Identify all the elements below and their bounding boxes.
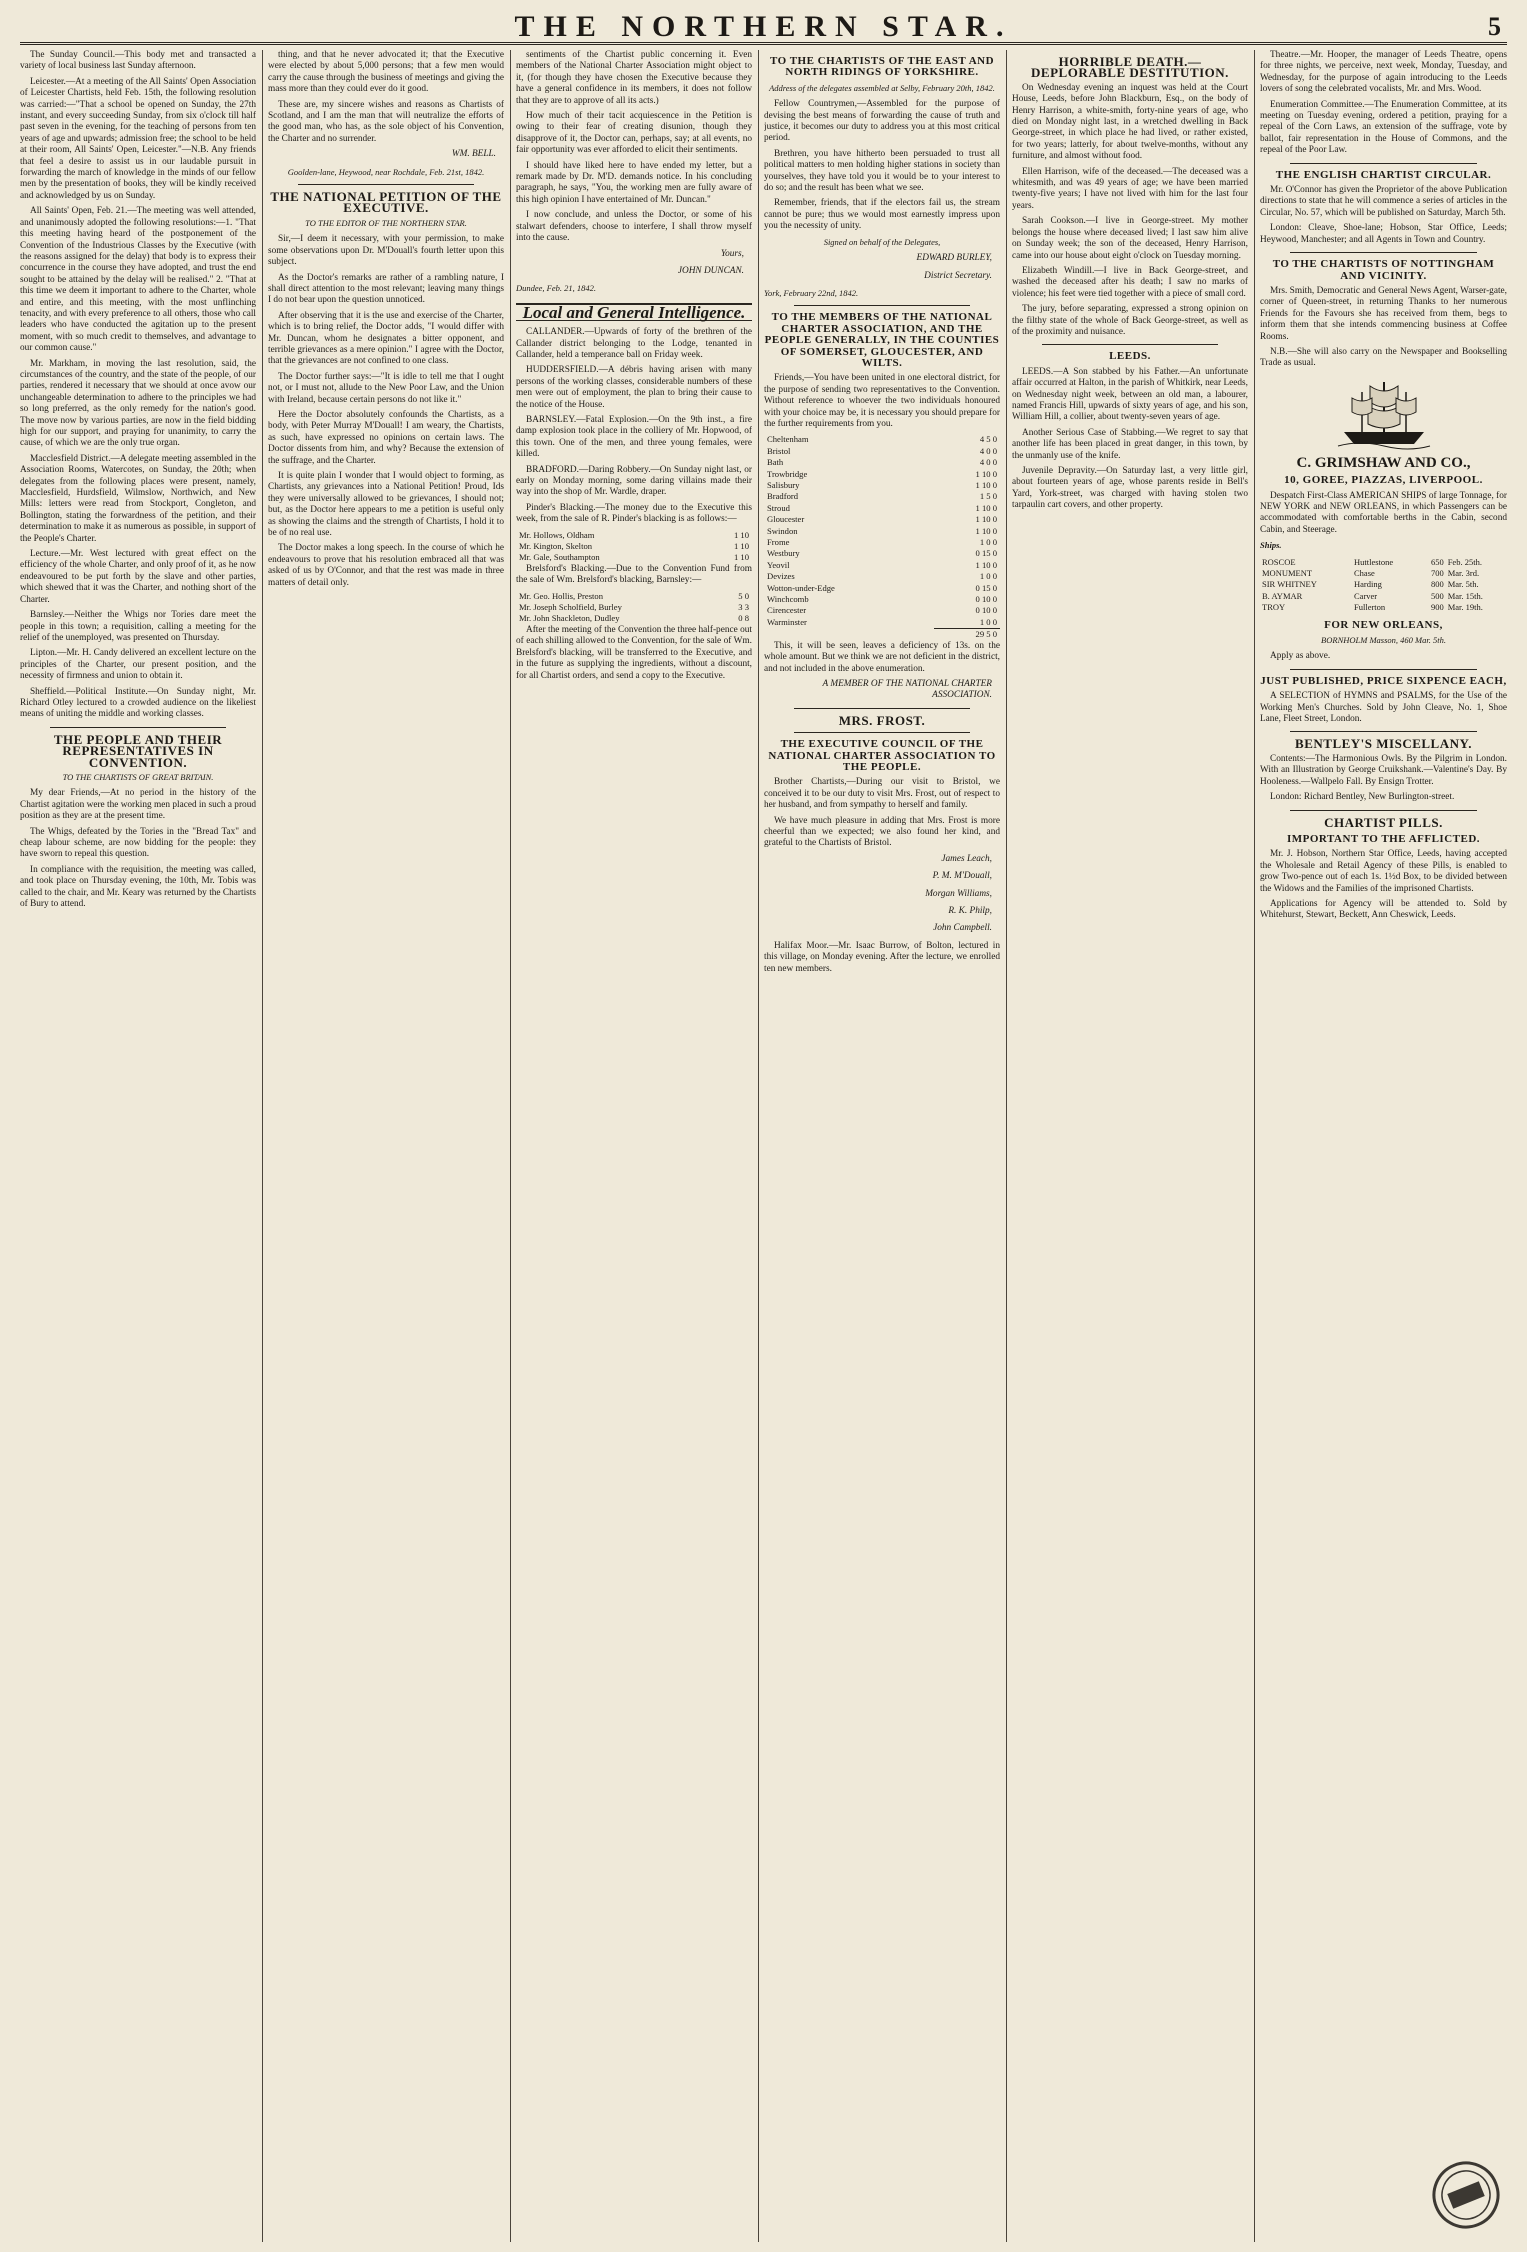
table-cell: Bradford xyxy=(767,491,799,502)
advert-subheading: IMPORTANT TO THE AFFLICTED. xyxy=(1286,832,1481,845)
table-row xyxy=(764,526,1000,537)
section-divider xyxy=(1290,252,1477,253)
section-divider xyxy=(1290,810,1477,811)
table-cell: 1 10 xyxy=(733,552,749,563)
article-paragraph: LEEDS.—A Son stabbed by his Father.—An unfortunate affair occurred at Halton, in the parish of Whitkirk, near Leeds, on Wednesday night week, between an old man, a labourer, named Francis Hill, upwards of sixty years of age, and his son, William Hill, a collier, about twenty-seven years of age. xyxy=(1012,366,1248,423)
subscription-table xyxy=(516,591,752,625)
signature-closing: Yours, xyxy=(720,248,744,259)
table-row xyxy=(764,434,1000,445)
article-paragraph: It is quite plain I wonder that I would object to forming, as Chartists, any grievances into a National Petition! Proud, Ids they were universally allowed to be grievances, I should not; but, as the Doctor here appears to me a petition is useful only as showing the claims and the strength of Chartists, I hold it to be of no real use. xyxy=(268,471,504,539)
table-cell: Mr. Gale, Southampton xyxy=(519,552,600,563)
article-paragraph: Here the Doctor absolutely confounds the Chartists, as a body, with Peter Murray M'Douall! I am weary, the Chartists, as such, have expressed no opinions on certain laws. The Doctor dissents from him, and why? Because the extension of the suffrage, and the Charter. xyxy=(268,409,504,466)
table-cell: TROY xyxy=(1262,602,1286,613)
table-row xyxy=(764,469,1000,480)
table-cell: 900 xyxy=(1430,602,1444,613)
signature: WM. BELL. xyxy=(451,149,496,160)
article-paragraph: Remember, friends, that if the electors fail us, the stream cannot be pure; thus we would most earnestly impress upon you the necessity of unity. xyxy=(764,198,1000,232)
column-rule xyxy=(510,50,511,2242)
article-paragraph: I now conclude, and unless the Doctor, or some of his stalwart defenders, choose to interfere, I shall throw myself into the cause. xyxy=(516,210,752,244)
table-row xyxy=(516,602,752,613)
article-paragraph: Lipton.—Mr. H. Candy delivered an excellent lecture on the principles of the Charter, our present position, and the necessity of firmness and union to obtain it. xyxy=(20,648,256,682)
section-divider xyxy=(298,184,474,185)
table-cell: 1 10 0 xyxy=(975,502,997,513)
article-paragraph: HUDDERSFIELD.—A débris having arisen with many persons of the working classes, considerable numbers of these men were out of employment, the plan to bring their cause to the notice of the House. xyxy=(516,365,752,410)
columns xyxy=(20,50,1507,2242)
article-paragraph: The Sunday Council.—This body met and transacted a variety of local business last Sunday afternoon. xyxy=(20,50,256,72)
table-row xyxy=(764,617,1000,628)
article-paragraph: Another Serious Case of Stabbing.—We regret to say that another life has been placed in great danger, in this town, by the unmanly use of the knife. xyxy=(1012,427,1248,461)
table-cell: SIR WHITNEY xyxy=(1262,579,1317,590)
table-row xyxy=(764,548,1000,559)
article-paragraph: Pinder's Blacking.—The money due to the Executive this week, from the sale of R. Pinder's blacking is as follows:— xyxy=(516,502,752,525)
table-cell: 650 xyxy=(1430,556,1444,567)
article-paragraph: As the Doctor's remarks are rather of a rambling nature, I shall direct attention to the most relevant; leaving many things I do not bear upon the question unnoticed. xyxy=(268,272,504,306)
article-heading: HORRIBLE DEATH.—DEPLORABLE DESTITUTION. xyxy=(1031,54,1229,81)
table-row xyxy=(764,571,1000,582)
article-paragraph: Enumeration Committee.—The Enumeration Committee, at its meeting on Tuesday evening, ordered a petition, praying for a repeal of the Corn Laws, an extension of the suffrage, vote by ballot, fair representation in the House of Commons, and the repeal of the Poor Law. xyxy=(1260,99,1507,156)
article-paragraph: CALLANDER.—Upwards of forty of the brethren of the Callander district belonging to the Lodge, tenanted in Callander, held a temperance ball on Friday week. xyxy=(516,327,752,360)
article-paragraph: In compliance with the requisition, the meeting was called, and took place on Thursday evening, the 10th, Mr. Tobis was called to the chair, and Mr. Keary was returned by the Chartists of Bury to attend. xyxy=(20,864,256,910)
table-row xyxy=(764,560,1000,571)
table-cell: Mar. 3rd. xyxy=(1447,568,1480,578)
signature-name: James Leach, xyxy=(941,853,992,864)
masthead-title: THE NORTHERN STAR. xyxy=(514,10,1013,43)
table-cell: B. AYMAR xyxy=(1262,590,1303,601)
table-row xyxy=(764,480,1000,491)
table-cell: 3 3 xyxy=(738,602,749,613)
table-cell: 29 5 0 xyxy=(934,629,1000,641)
table-cell: 0 8 xyxy=(738,613,749,624)
column-5 xyxy=(1012,50,1248,2242)
table-cell: Frome xyxy=(767,537,790,548)
article-paragraph: On Wednesday evening an inquest was held at the Court House, Leeds, before John Blackburn, Esq., on the body of Henry Harrison, a white-smith, forty-nine years of age, who died on Monday night last, in a wretched dwelling in Back George-street, in which place he had lived, or rather existed, for two years; latterly, for about twelve-months, without any furniture, and almost without food. xyxy=(1012,82,1248,162)
table-row xyxy=(516,591,752,602)
signature: A MEMBER OF THE NATIONAL CHARTER ASSOCIATION. xyxy=(822,678,992,701)
table-cell: Mr. John Shackleton, Dudley xyxy=(519,613,620,624)
article-paragraph: Brethren, you have hitherto been persuaded to trust all political matters to men holding higher stations in society than yourselves, they have told you it would be to your interest to do so; and the result has been what we see. xyxy=(764,148,1000,194)
article-paragraph: Sarah Cookson.—I live in George-street. My mother belongs the house where deceased lived; I last saw him alive on Sunday week; the son of the deceased, Henry Harrison, came into our house about eight o'clock on Tuesday morning. xyxy=(1012,216,1248,261)
section-divider xyxy=(1042,344,1218,345)
advert-paragraph: Mr. O'Connor has given the Proprietor of the above Publication directions to state that he will commence a series of articles in the Circular, No. 57, which will be published on Saturday, March 5th. xyxy=(1260,185,1507,218)
article-paragraph: sentiments of the Chartist public concerning it. Even members of the National Charter Association might object to it, (for though they have chosen the Executive because they have a general confidence in its members, it does not follow that they are to approve of all its acts.) xyxy=(516,50,752,106)
article-paragraph: After the meeting of the Convention the three half-pence out of each shilling allowed to the Convention, for the sale of Wm. Brelsford's blacking, will be transferred to the Executive, and in the future as supplying the ingredients, without a discount, for all Chartist orders, and send a copy to the Executive. xyxy=(516,624,752,681)
advert-paragraph: London: Richard Bentley, New Burlington-street. xyxy=(1270,792,1455,803)
subscription-total xyxy=(764,628,1000,640)
table-row xyxy=(1260,568,1507,579)
table-cell: 1 10 0 xyxy=(975,514,997,525)
article-paragraph: These are, my sincere wishes and reasons as Chartists of Scotland, and I am the man that will neutralize the efforts of the good man, who has, as the sole object of his Convention, the Charter and no surrender. xyxy=(268,99,504,144)
table-cell: Fullerton xyxy=(1354,602,1386,613)
article-heading: MRS. FROST. xyxy=(838,712,926,728)
table-row xyxy=(764,629,1000,641)
table-row xyxy=(516,541,752,552)
article-paragraph: After observing that it is the use and exercise of the Charter, which is to bring relief, the Doctor adds, "I would differ with Mr. Duncan, whom he designates a bitter opponent, and terrible grievances as a mere opinion." I agree with the Doctor, that the grievances are not confined to one class. xyxy=(268,310,504,367)
signature-name: P. M. M'Douall, xyxy=(932,871,992,882)
ship-entry: BORNHOLM Masson, 460 Mar. 5th. xyxy=(1321,635,1446,646)
advert-heading: TO THE CHARTISTS OF NOTTINGHAM AND VICINITY. xyxy=(1272,258,1495,282)
section-divider xyxy=(794,708,970,709)
article-heading: THE EXECUTIVE COUNCIL OF THE NATIONAL CHARTER ASSOCIATION TO THE PEOPLE. xyxy=(768,738,996,773)
table-cell: 1 10 0 xyxy=(975,525,997,536)
table-cell: Wotton-under-Edge xyxy=(767,582,835,593)
signature-place: Goolden-lane, Heywood, near Rochdale, Feb. 21st, 1842. xyxy=(287,166,485,177)
column-3 xyxy=(516,50,752,2242)
advert-heading: THE ENGLISH CHARTIST CIRCULAR. xyxy=(1275,168,1492,181)
article-heading: THE PEOPLE AND THEIR REPRESENTATIVES IN CONVENTION. xyxy=(53,731,223,770)
article-paragraph: Leicester.—At a meeting of the All Saints' Open Association of Leicester Chartists, held Feb. 15th, the following resolution was carried:—"That a school be opened on Sunday, the 27th instant, and every succeeding Sunday, from six o'clock till half past seven in the evening, for the teaching of persons from ten years of age and upwards; admission free; the school to be held at their room, All Saints' Open, Leicester."—N.B. Any friends that feel a desire to assist us in our laudable pursuit in forwarding the march of knowledge in the minds of our fellow men by the presentation of books, they will be kindly received and acknowledged by us on Sunday. xyxy=(20,76,256,201)
signature-role: District Secretary. xyxy=(924,270,992,281)
article-subheading: Address of the delegates assembled at Selby, February 20th, 1842. xyxy=(769,82,995,93)
column-rule xyxy=(1006,50,1007,2242)
advert-paragraph: London: Cleave, Shoe-lane; Hobson, Star Office, Leeds; Heywood, Manchester; and all Agents in Town and Country. xyxy=(1260,223,1507,245)
article-paragraph: All Saints' Open, Feb. 21.—The meeting was well attended, and unanimously adopted the following resolutions:—1. "That this meeting having heard of the postponement of the Convention of the Industrious Classes by the Executive (with the reasons assigned for the delay) that body is to express their concurrence in the course they have adopted, and trust the end sought to be attained by the delay will be realised." 2. "That at this time we deem it important to adhere to the Charter, whole and entire, and this meeting, with the most unflinching tenacity, and with every preference to all others, those who call leaders who have conducted the agitation up to the present moment, with so much credit to themselves, and advantage to our common cause." xyxy=(20,206,256,354)
table-row xyxy=(764,583,1000,594)
table-cell: Swindon xyxy=(767,525,798,536)
table-cell: 5 0 xyxy=(738,590,749,601)
table-cell: Mr. Hollows, Oldham xyxy=(519,529,595,540)
advert-paragraph: N.B.—She will also carry on the Newspaper and Bookselling Trade as usual. xyxy=(1260,346,1507,369)
article-paragraph: thing, and that he never advocated it; that the Executive were elected by about 5,000 persons; that a few men would carry the cause through the business of meetings and giving the mass more than they could ever do it good. xyxy=(268,50,504,95)
advert-heading: FOR NEW ORLEANS, xyxy=(1324,618,1443,631)
article-subheading: TO THE CHARTISTS OF GREAT BRITAIN. xyxy=(62,771,214,782)
table-cell: Mr. Geo. Hollis, Preston xyxy=(519,590,604,601)
signature-place: Dundee, Feb. 21, 1842. xyxy=(516,283,597,294)
table-cell: Bath xyxy=(767,457,784,468)
table-cell: Bristol xyxy=(767,445,791,456)
table-cell: Harding xyxy=(1354,579,1382,590)
table-cell: Trowbridge xyxy=(767,468,808,479)
advert-address: 10, GOREE, PIAZZAS, LIVERPOOL. xyxy=(1284,474,1483,487)
article-paragraph: Brother Chartists,—During our visit to Bristol, we conceived it to be our duty to visit Mrs. Frost, out of respect to her husband, and from sympathy to herself and family. xyxy=(764,777,1000,811)
table-cell: Carver xyxy=(1354,590,1378,601)
advert-paragraph: A SELECTION of HYMNS and PSALMS, for the Use of the Working Men's Churches. Sold by John Cleave, No. 1, Shoe Lane, Fleet Street, London. xyxy=(1260,691,1507,725)
table-cell: 1 0 0 xyxy=(979,537,997,548)
signature: EDWARD BURLEY, xyxy=(916,253,992,264)
table-cell: 1 10 xyxy=(733,529,749,540)
table-cell: Feb. 25th. xyxy=(1447,556,1482,567)
table-cell: 1 10 0 xyxy=(975,480,997,490)
table-row xyxy=(764,605,1000,616)
ships-header: Ships. xyxy=(1260,540,1282,551)
table-cell: Westbury xyxy=(767,548,800,559)
table-cell: 500 xyxy=(1430,590,1444,601)
table-row xyxy=(516,613,752,624)
article-paragraph: Macclesfield District.—A delegate meeting assembled in the Association Rooms, Watercotes, on Sunday, the 20th; when delegates from the following places were present, namely, Macclesfield, Hurdsfield, Wilmslow, Northwich, and New Mills: letters were read from Stockport, Congleton, and Bollington, stating the forwardness of the petition, and their determination to make it as numerous as possible, in support of the People's Charter. xyxy=(20,453,256,544)
table-cell: Huttlestone xyxy=(1354,556,1394,567)
signature-name: John Campbell. xyxy=(933,923,992,934)
signature: JOHN DUNCAN. xyxy=(677,265,744,276)
article-paragraph: The Doctor further says:—"It is idle to tell me that I ought not, or I must not, allude to the New Poor Law, and the Union with Ireland, because certain persons do not like it." xyxy=(268,371,504,405)
table-row xyxy=(764,503,1000,514)
article-paragraph: Halifax Moor.—Mr. Isaac Burrow, of Bolton, lectured in this village, on Monday evening. After the lecture, we enrolled ten new members. xyxy=(764,940,1000,974)
table-cell: Chase xyxy=(1354,568,1375,578)
table-row xyxy=(1260,591,1507,602)
article-paragraph: Theatre.—Mr. Hooper, the manager of Leeds Theatre, opens for three nights, we perceive, next week, Monday, Tuesday, and Wednesday, for the purpose of again introducing to the Leeds lovers of song the celebrated vocalists, Mr. and Mrs. Wood. xyxy=(1260,50,1507,95)
article-paragraph: Friends,—You have been united in one electoral district, for the purpose of sending two representatives to the Convention. Without reference to whoever the two individuals honoured with your choice may be, it is necessary you should prepare for the further requirements from you. xyxy=(764,373,1000,429)
page-number: 5 xyxy=(1488,12,1501,41)
table-cell: 1 0 0 xyxy=(979,616,997,627)
article-paragraph: Juvenile Depravity.—On Saturday last, a very little girl, about fourteen years of age, whose parents reside in Bell's Yard, York-street, was charged with having stolen two tarpaulin cart covers, and other property. xyxy=(1012,466,1248,511)
advert-paragraph: Applications for Agency will be attended to. Sold by Whitehurst, Stewart, Beckett, Ann Cheswick, Leeds. xyxy=(1260,898,1507,921)
table-cell: Mar. 15th. xyxy=(1447,590,1483,601)
advert-paragraph: Contents:—The Harmonious Owls. By the Pilgrim in London. With an Illustration by George Cruikshank.—Valentine's Day. By Hooleness.—Wallpelo Fall. By Ensign Trotter. xyxy=(1260,753,1507,787)
table-row xyxy=(1260,579,1507,590)
table-cell: Mar. 19th. xyxy=(1447,602,1483,613)
article-heading: TO THE CHARTISTS OF THE EAST AND NORTH RIDINGS OF YORKSHIRE. xyxy=(769,55,995,79)
article-heading: THE NATIONAL PETITION OF THE EXECUTIVE. xyxy=(270,189,502,216)
section-divider xyxy=(1290,163,1477,164)
section-divider xyxy=(794,732,970,733)
article-paragraph: The Whigs, defeated by the Tories in the "Bread Tax" and cheap labour scheme, are now bidding for the people: they have sworn to repeal this question. xyxy=(20,826,256,860)
table-cell: Salisbury xyxy=(767,480,800,490)
table-cell: Cheltenham xyxy=(767,434,809,445)
table-cell: Yeovil xyxy=(767,559,790,570)
table-row xyxy=(764,491,1000,502)
advert-heading: CHARTIST PILLS. xyxy=(1324,814,1443,830)
article-paragraph: I should have liked here to have ended my letter, but a remark made by Dr. M'D. demands notice. In his concluding paragraph, he says, "You, the working men are fully aware of this high opinion I have entertained of Mr. Duncan." xyxy=(516,160,752,205)
table-row xyxy=(516,552,752,563)
signature-date: York, February 22nd, 1842. xyxy=(764,287,859,298)
table-row xyxy=(1260,557,1507,568)
article-paragraph: How much of their tacit acquiescence in the Petition is owing to their fear of creating disunion, though they disapprove of it, the Doctor can, perhaps, say; at all events, no fair opportunity was ever afforded to elicit their sentiments. xyxy=(516,111,752,156)
table-cell: 0 10 0 xyxy=(975,605,997,616)
advert-paragraph: Mr. J. Hobson, Northern Star Office, Leeds, having accepted the Wholesale and Retail Agency of these Pills, is enabled to grow Two-pence out of each 1s. 1½d Box, to be divided between the Widows and the Families of the imprisoned Chartists. xyxy=(1260,849,1507,894)
advert-paragraph: Apply as above. xyxy=(1270,651,1331,662)
subscription-table xyxy=(516,530,752,564)
table-cell: 4 5 0 xyxy=(979,434,997,445)
table-cell: MONUMENT xyxy=(1262,568,1313,578)
signature-name: R. K. Philp, xyxy=(948,906,992,916)
table-cell: 0 10 0 xyxy=(975,594,997,605)
table-cell: 700 xyxy=(1430,568,1444,578)
ships-table xyxy=(1260,557,1507,614)
table-cell: ROSCOE xyxy=(1262,556,1296,567)
table-cell: Mar. 5th. xyxy=(1447,579,1479,590)
section-divider xyxy=(1290,731,1477,732)
article-paragraph: Elizabeth Windill.—I live in Back George-street, and washed the deceased after his death; I saw no marks of violence; his feet were tied together with a piece of small cord. xyxy=(1012,265,1248,299)
article-paragraph: This, it will be seen, leaves a deficiency of 13s. on the whole amount. But we think we are not deficient in the district, and not included in the above enumeration. xyxy=(764,640,1000,674)
advert-heading: JUST PUBLISHED, PRICE SIXPENCE EACH, xyxy=(1260,674,1507,687)
section-divider xyxy=(794,305,970,306)
article-paragraph: BARNSLEY.—Fatal Explosion.—On the 9th inst., a fire damp explosion took place in the colliery of Mr. Hopwood, of this town. One of the men, and three young females, were killed. xyxy=(516,414,752,460)
article-paragraph: Sir,—I deem it necessary, with your permission, to make some observations upon Dr. M'Douall's fourth letter upon this subject. xyxy=(268,234,504,268)
table-row xyxy=(764,457,1000,468)
column-rule xyxy=(1254,50,1255,2242)
table-cell: 800 xyxy=(1430,579,1444,590)
article-paragraph: BRADFORD.—Daring Robbery.—On Sunday night last, or early on Monday morning, some daring villains made their way into the shop of Mr. Wardle, draper. xyxy=(516,464,752,498)
table-cell: 1 0 0 xyxy=(979,571,997,582)
section-heading: Local and General Intelligence. xyxy=(516,303,752,321)
table-row xyxy=(764,514,1000,525)
table-cell: Devizes xyxy=(767,571,795,582)
table-cell: Cirencester xyxy=(767,605,807,616)
table-cell: 1 10 0 xyxy=(975,468,997,479)
table-cell: Mr. Joseph Scholfield, Burley xyxy=(519,602,622,613)
article-paragraph: Ellen Harrison, wife of the deceased.—The deceased was a whitesmith, and was 49 years of age; we have been married twenty-five years; I have not lived with him for the last four years. xyxy=(1012,166,1248,211)
table-row xyxy=(516,530,752,541)
masthead xyxy=(20,8,1507,45)
advert-paragraph: Despatch First-Class AMERICAN SHIPS of large Tonnage, for NEW YORK and NEW ORLEANS, in which Passengers can be accommodated with comfortable berths in the Cabin, second Cabin, and Steerage. xyxy=(1260,490,1507,535)
column-4 xyxy=(764,50,1000,2242)
signature-place: Signed on behalf of the Delegates, xyxy=(823,236,941,247)
table-cell: Stroud xyxy=(767,502,790,513)
article-paragraph: Barnsley.—Neither the Whigs nor Tories dare meet the people in this town; a requisition, calling a meeting for the relief of the unemployed, was presented on Thursday. xyxy=(20,610,256,643)
table-row xyxy=(764,594,1000,605)
column-2 xyxy=(268,50,504,2242)
table-row xyxy=(1260,602,1507,613)
advert-title: C. GRIMSHAW AND CO., xyxy=(1296,454,1471,471)
table-cell: Gloucester xyxy=(767,514,805,525)
article-subheading: TO THE EDITOR OF THE NORTHERN STAR. xyxy=(305,217,467,228)
article-heading: TO THE MEMBERS OF THE NATIONAL CHARTER ASSOCIATION, AND THE PEOPLE GENERALLY, IN THE COUNTIES OF SOMERSET, GLOUCESTER, AND WILTS. xyxy=(764,311,1000,369)
advert-heading: BENTLEY'S MISCELLANY. xyxy=(1295,736,1472,752)
article-paragraph: Lecture.—Mr. West lectured with great effect on the efficiency of the whole Charter, and only proof of it, as he now endeavoured to be put forth by the slave and other parties, which shewed that it was the Charter, and nothing short of the Charter. xyxy=(20,549,256,605)
article-paragraph: Brelsford's Blacking.—Due to the Convention Fund from the sale of Wm. Brelsford's blacking, Barnsley:— xyxy=(516,563,752,586)
sailing-ship-icon xyxy=(1336,376,1432,450)
column-rule xyxy=(262,50,263,2242)
table-row xyxy=(764,537,1000,548)
article-paragraph: Sheffield.—Political Institute.—On Sunday night, Mr. Richard Otley lectured to a crowded audience on the likeliest means of uniting the middle and working classes. xyxy=(20,686,256,720)
article-paragraph: Mr. Markham, in moving the last resolution, said, the circumstances of the country, and the state of the people, of our parties, rendered it necessary that we should at once avow our unchangeable determination to adhere to the principles we had so long preferred, as the only remedy for the nation's good. The move now by various parties, are now in the field bidding high for our support, and praying for unanimity, to carry the cause, of which we are the only true organ. xyxy=(20,358,256,449)
article-paragraph: We have much pleasure in adding that Mrs. Frost is more cheerful than we expected; we also found her kind, and grateful to the Chartists of Bristol. xyxy=(764,815,1000,849)
table-row xyxy=(764,446,1000,457)
table-cell: Mr. Kington, Skelton xyxy=(519,541,593,552)
article-paragraph: The jury, before separating, expressed a strong opinion on the filthy state of the whole of Back George-street, as well as of the proximity and nuisance. xyxy=(1012,304,1248,337)
table-cell: 4 0 0 xyxy=(979,457,997,468)
table-cell: 0 15 0 xyxy=(975,582,997,593)
section-divider xyxy=(50,727,226,728)
column-6 xyxy=(1260,50,1507,2242)
section-divider xyxy=(1290,669,1477,670)
article-heading: LEEDS. xyxy=(1109,350,1151,363)
table-cell: Warminster xyxy=(767,616,807,627)
column-rule xyxy=(758,50,759,2242)
subscription-table xyxy=(764,434,1000,628)
table-cell: 1 5 0 xyxy=(979,491,997,502)
article-paragraph: Fellow Countrymen,—Assembled for the purpose of devising the best means of forwarding the cause of truth and justice, it becomes our duty to address you at this most critical period. xyxy=(764,99,1000,144)
table-cell: 4 0 0 xyxy=(979,445,997,456)
article-paragraph: The Doctor makes a long speech. In the course of which he endeavours to prove that his resolution embraced all that was asked of us by O'Connor, and that the rest was made in three matters of detail only. xyxy=(268,543,504,588)
table-cell: 0 15 0 xyxy=(975,548,997,559)
table-cell: 1 10 0 xyxy=(975,559,997,570)
advert-paragraph: Mrs. Smith, Democratic and General News Agent, Warser-gate, corner of Queen-street, in returning Thanks to her numerous Friends for the Favours she has received from them, begs to inform them that she intends commencing business at Coffee Rooms. xyxy=(1260,285,1507,342)
article-paragraph: My dear Friends,—At no period in the history of the Chartist agitation were the working men placed in such a proud position as they are at the present time. xyxy=(20,788,256,822)
table-cell: 1 10 xyxy=(733,541,749,552)
column-1 xyxy=(20,50,256,2242)
table-cell: Winchcomb xyxy=(767,594,809,605)
signature-name: Morgan Williams, xyxy=(925,888,992,899)
